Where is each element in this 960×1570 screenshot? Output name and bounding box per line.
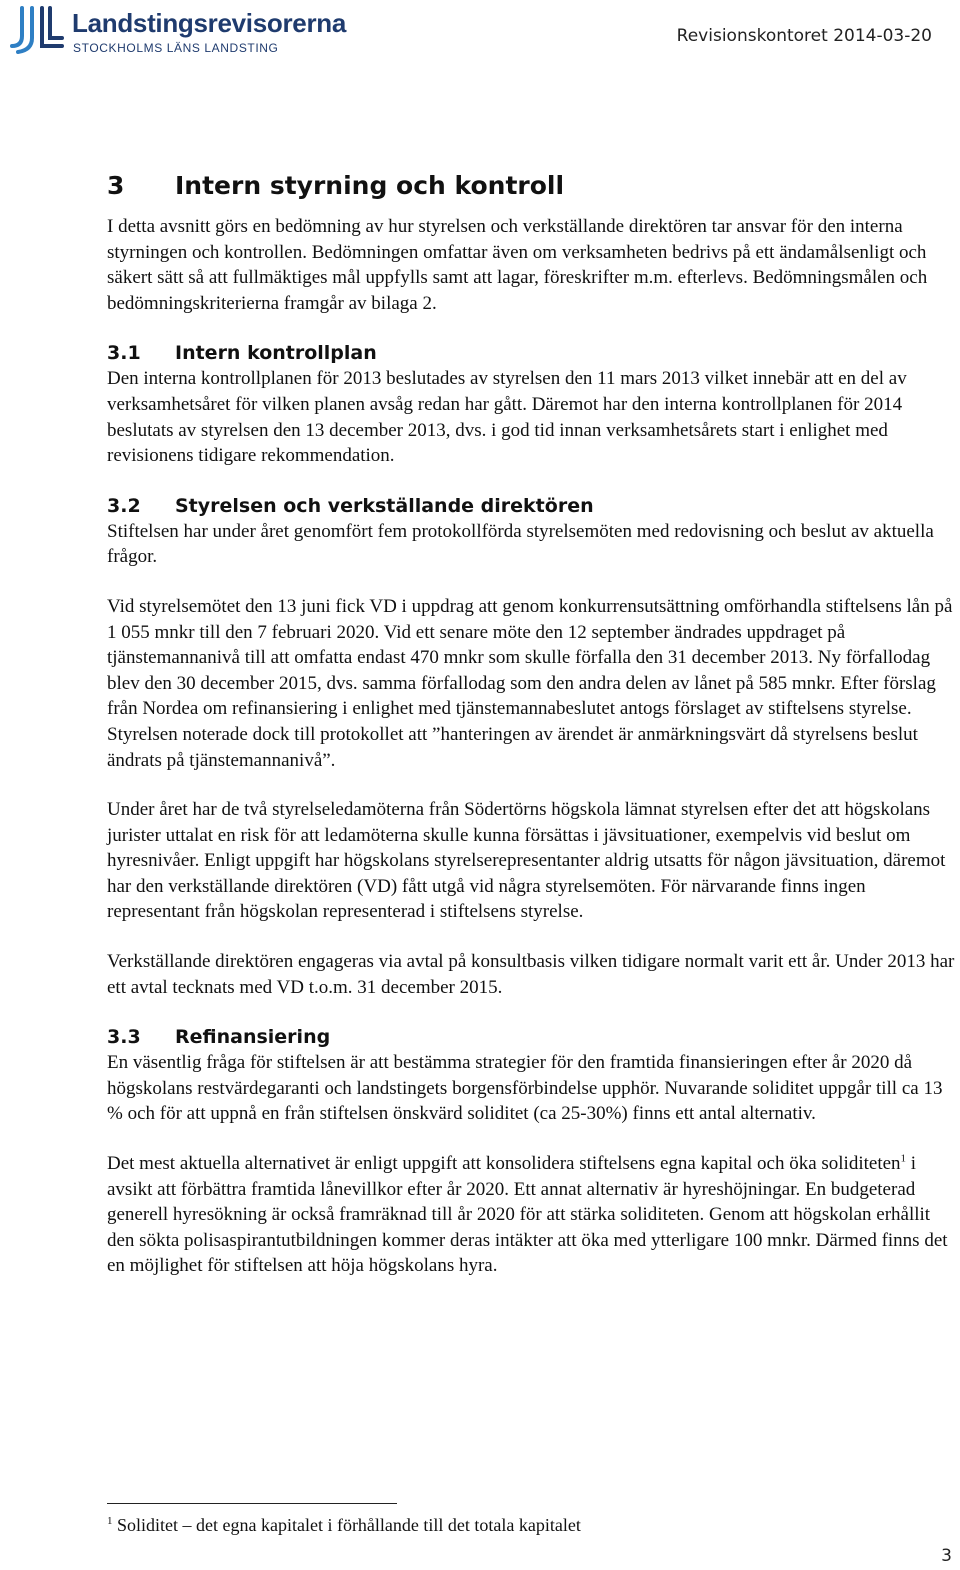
paragraph-text: Det mest aktuella alternativet är enligt uppgift att konsolidera stiftelsens egna kapital och öka soliditeten — [107, 1153, 901, 1175]
section-heading — [107, 168, 959, 204]
paragraph: Vid styrelsemötet den 13 juni fick VD i uppdrag att genom konkurrensutsättning omförhandla stiftelsens lån på 1 055 mnkr till den 7 februari 2020. Vid ett senare möte den 12 september ändrades uppdraget på tjänstemannanivå till att omfatta endast 470 mnkr som skulle förfalla den 31 december 2013. Ny förfallodag blev den 30 december 2015, dvs. samma förfallodag som den andra delen av lånet på 585 mnkr. Efter förslag från Nordea om refinansiering i enlighet med tjänstemannabeslutet antogs förslaget av stiftelsens styrelse. Styrelsen noterade dock till protokollet att ”hanteringen av ärendet är anmärkningsvärt då styrelsens beslut ändrats på tjänstemannanivå”. — [107, 595, 953, 771]
subsection-heading-3-1 — [107, 340, 959, 366]
page-header — [0, 0, 960, 70]
paragraph: En väsentlig fråga för stiftelsen är att bestämma strategier för den framtida finansieringen efter år 2020 då högskolans restvärdegaranti och landstingets borgensförbindelse upphör. Nuvarande soliditet uppgår till ca 13 % och för att uppnå en från stiftelsen önskvärd soliditet (ca 25-30%) finns ett antal alternativ. — [107, 1052, 943, 1125]
subsection-title: Intern kontrollplan — [175, 342, 377, 365]
paragraph: Under året har de två styrelseledamöterna från Södertörns högskola lämnat styrelsen efter det att högskolans jurister uttalat en risk för att ledamöterna skulle kunna försättas i jävsituationer, exempelvis vid beslut om hyresnivåer. Enligt uppgift har högskolans styrelserepresentanter aldrig utsatts för någon jävsituation, däremot har den verkställande direktören (VD) fått utgå vid några styrelsemöten. För närvarande finns ingen representant från högskolan representerad i stiftelsens styrelse. — [107, 799, 946, 923]
subsection-heading-3-3 — [107, 1024, 959, 1050]
footnote-divider — [107, 1503, 397, 1504]
organization-subtitle: STOCKHOLMS LÄNS LANDSTING — [73, 41, 279, 55]
organization-logo — [8, 4, 368, 56]
paragraph: Stiftelsen har under året genomfört fem protokollförda styrelsemöten med redovisning och beslut av aktuella frågor. — [107, 520, 934, 568]
paragraph — [107, 1151, 959, 1279]
section-title: Intern styrning och kontroll — [175, 171, 565, 200]
footnote — [107, 1514, 581, 1536]
subsection-number: 3.2 — [107, 494, 141, 517]
footnote-marker: 1 — [107, 1515, 113, 1527]
organization-name: Landstingsrevisorerna — [72, 8, 347, 38]
jll-logo-icon — [8, 6, 64, 54]
subsection-number: 3.1 — [107, 342, 141, 365]
page-number: 3 — [941, 1546, 952, 1566]
subsection-heading-3-2 — [107, 493, 959, 519]
office-date: Revisionskontoret 2014-03-20 — [676, 26, 932, 46]
footnote-reference[interactable]: 1 — [900, 1152, 907, 1165]
section-number: 3 — [107, 171, 125, 200]
paragraph: Den interna kontrollplanen för 2013 beslutades av styrelsen den 11 mars 2013 vilket innebär att en del av verksamhetsåret för vilken planen avsåg redan har gått. Däremot har den interna kontrollplanen för 2014 beslutats av styrelsen den 13 december 2013, dvs. i god tid innan verksamhetsårets start i enlighet med revisionens tidigare rekommendation. — [107, 368, 907, 467]
paragraph: Verkställande direktören engageras via avtal på konsultbasis vilken tidigare normalt varit ett år. Under 2013 har ett avtal tecknats med VD t.o.m. 31 december 2015. — [107, 951, 955, 998]
section-intro: I detta avsnitt görs en bedömning av hur styrelsen och verkställande direktören tar ansvar för den interna styrningen och kontrollen. Bedömningen omfattar även om verksamheten bedrivs på ett ändamålsenligt och säkert sätt så att fullmäktiges mål uppfylls samt att lagar, föreskrifter m.m. efterlevs. Bedömningsmålen och bedömningskriterierna framgår av bilaga 2. — [107, 216, 928, 314]
subsection-title: Styrelsen och verkställande direktören — [175, 494, 594, 517]
paragraph-text: i avsikt att förbättra framtida lånevillkor efter år 2020. Ett annat alternativ är hyreshöjningar. En budgeterad generell hyresökning är också framräknad till år 2020 för att stärka soliditeten. Genom att högskolan erhållit den sökta polisaspirantutbildningen kommer deras intäkter att öka med ytterligare 100 mnkr. Därmed finns det en möjlighet för stiftelsen att höja högskolans hyra. — [107, 1153, 948, 1277]
subsection-number: 3.3 — [107, 1026, 141, 1049]
footnote-text: Soliditet – det egna kapitalet i förhållande till det totala kapitalet — [112, 1515, 581, 1535]
document-body — [107, 168, 959, 1279]
subsection-title: Refinansiering — [175, 1026, 331, 1049]
